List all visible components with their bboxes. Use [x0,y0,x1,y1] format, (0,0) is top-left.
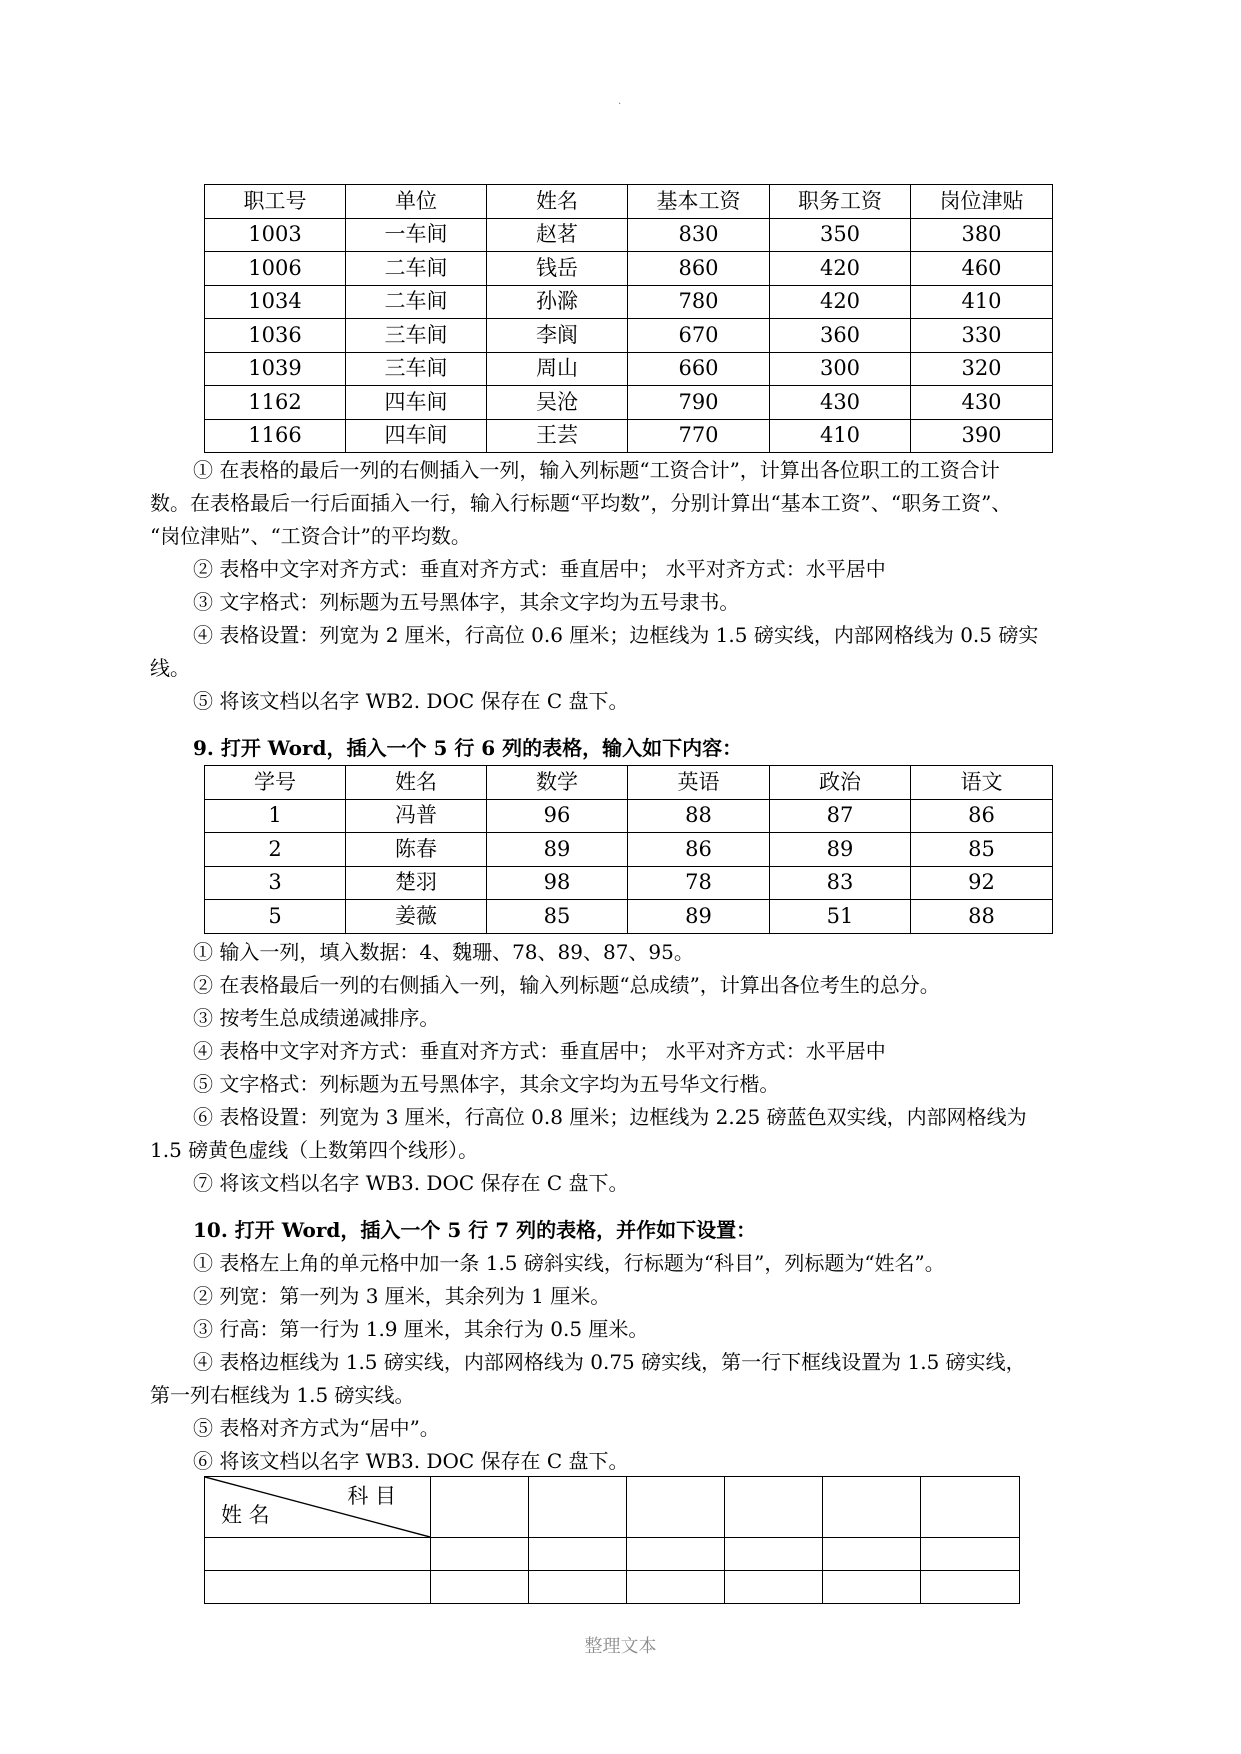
s10-item2: ② 列宽：第一列为 3 厘米，其余列为 1 厘米。 [193,1284,611,1308]
s8-item5: ⑤ 将该文档以名字 WB2. DOC 保存在 C 盘下。 [193,689,629,713]
table-cell: 楚羽 [346,866,487,900]
column-header: 数学 [487,766,628,800]
table-cell: 冯普 [346,799,487,833]
table-row [205,252,1053,286]
blank-cell [823,1571,921,1604]
table-cell: 460 [911,252,1053,286]
header-dot: . [618,96,622,107]
table-cell: 660 [628,352,770,386]
table-cell: 770 [628,419,770,453]
blank-table [204,1476,1020,1604]
table-cell: 二车间 [346,285,487,319]
blank-cell [725,1538,823,1571]
table-row [205,900,1053,934]
score-table [204,765,1053,934]
table-cell: 二车间 [346,252,487,286]
s10-item3: ③ 行高：第一行为 1.9 厘米，其余行为 0.5 厘米。 [193,1317,649,1341]
table-cell: 姜薇 [346,900,487,934]
column-header: 职务工资 [770,185,911,219]
table-cell: 吴沧 [487,386,628,420]
table-cell: 2 [205,833,346,867]
blank-cell [529,1477,627,1538]
column-header: 语文 [911,766,1053,800]
table-cell: 李阆 [487,319,628,353]
s8-item2: ② 表格中文字对齐方式：垂直对齐方式：垂直居中； 水平对齐方式：水平居中 [193,557,886,581]
table-row [205,319,1053,353]
s10-item6: ⑥ 将该文档以名字 WB3. DOC 保存在 C 盘下。 [193,1449,629,1473]
column-header: 岗位津贴 [911,185,1053,219]
table-cell: 3 [205,866,346,900]
table-cell: 周山 [487,352,628,386]
column-header: 单位 [346,185,487,219]
table-cell: 1036 [205,319,346,353]
table-cell: 420 [770,252,911,286]
table-cell: 1039 [205,352,346,386]
table-cell: 陈春 [346,833,487,867]
table-cell: 350 [770,218,911,252]
column-header: 姓名 [487,185,628,219]
table-cell: 390 [911,419,1053,453]
column-header: 政治 [770,766,911,800]
table-cell: 830 [628,218,770,252]
table-cell: 51 [770,900,911,934]
salary-table [204,184,1053,453]
blank-cell [725,1477,823,1538]
table-cell: 330 [911,319,1053,353]
column-header: 学号 [205,766,346,800]
blank-cell [205,1538,431,1571]
table-cell: 320 [911,352,1053,386]
blank-cell [431,1538,529,1571]
table-cell: 410 [770,419,911,453]
column-header: 职工号 [205,185,346,219]
table-cell: 380 [911,218,1053,252]
s8-item1-line2: 数。在表格最后一行后面插入一行，输入行标题“平均数”，分别计算出“基本工资”、“职务工资”、 [150,491,1012,515]
table-row [205,218,1053,252]
column-header: 英语 [628,766,770,800]
table-row [205,386,1053,420]
diag-subject-label: 科 目 [347,1484,396,1508]
column-header: 姓名 [346,766,487,800]
blank-cell [823,1477,921,1538]
s10-item1: ① 表格左上角的单元格中加一条 1.5 磅斜实线，行标题为“科目”，列标题为“姓名”。 [193,1251,945,1275]
s10-heading: 10. 打开 Word，插入一个 5 行 7 列的表格，并作如下设置： [193,1218,757,1242]
table-cell: 1003 [205,218,346,252]
s8-item1-line3: “岗位津贴”、“工资合计”的平均数。 [150,524,471,548]
table-cell: 78 [628,866,770,900]
table-cell: 430 [770,386,911,420]
table-cell: 86 [628,833,770,867]
s10-item4-line2: 第一列右框线为 1.5 磅实线。 [150,1383,415,1407]
table-cell: 1 [205,799,346,833]
blank-cell [529,1571,627,1604]
table-cell: 410 [911,285,1053,319]
table-cell: 85 [487,900,628,934]
table-cell: 420 [770,285,911,319]
table-header-row [205,766,1053,800]
table-cell: 92 [911,866,1053,900]
table-cell: 300 [770,352,911,386]
s9-item5: ⑤ 文字格式：列标题为五号黑体字，其余文字均为五号华文行楷。 [193,1072,780,1096]
table-cell: 89 [487,833,628,867]
table-cell: 98 [487,866,628,900]
blank-cell [627,1477,725,1538]
footer-text: 整理文本 [584,1636,657,1657]
s9-item6-line2: 1.5 磅黄色虚线（上数第四个线形）。 [150,1138,479,1162]
table-cell: 430 [911,386,1053,420]
s8-item3: ③ 文字格式：列标题为五号黑体字，其余文字均为五号隶书。 [193,590,740,614]
table-cell: 88 [911,900,1053,934]
s9-item1: ① 输入一列，填入数据：4、魏珊、78、89、87、95。 [193,940,694,964]
blank-cell [205,1571,431,1604]
table-row [205,419,1053,453]
blank-cell [921,1571,1020,1604]
s9-item4: ④ 表格中文字对齐方式：垂直对齐方式：垂直居中； 水平对齐方式：水平居中 [193,1039,886,1063]
s8-item4-line1: ④ 表格设置：列宽为 2 厘米，行高位 0.6 厘米；边框线为 1.5 磅实线，内部网格线为 0.5 磅实 [193,623,1039,647]
table-cell: 1034 [205,285,346,319]
table-cell: 1162 [205,386,346,420]
table-cell: 360 [770,319,911,353]
table-row [205,833,1053,867]
blank-cell [431,1477,529,1538]
table-cell: 钱岳 [487,252,628,286]
table-cell: 1166 [205,419,346,453]
table-cell: 86 [911,799,1053,833]
table-cell: 88 [628,799,770,833]
table-cell: 王芸 [487,419,628,453]
table-cell: 96 [487,799,628,833]
blank-cell [921,1477,1020,1538]
table-cell: 5 [205,900,346,934]
table-cell: 670 [628,319,770,353]
table-cell: 85 [911,833,1053,867]
table-cell: 780 [628,285,770,319]
s9-item7: ⑦ 将该文档以名字 WB3. DOC 保存在 C 盘下。 [193,1171,629,1195]
diag-name-label: 姓 名 [221,1502,270,1527]
blank-cell [431,1571,529,1604]
blank-cell [627,1571,725,1604]
s8-item1-line1: ① 在表格的最后一列的右侧插入一列，输入列标题“工资合计”，计算出各位职工的工资合计 [193,458,1000,482]
table-cell: 一车间 [346,218,487,252]
table-cell: 孙滁 [487,285,628,319]
table-cell: 四车间 [346,419,487,453]
table-header-row [205,185,1053,219]
s10-item4-line1: ④ 表格边框线为 1.5 磅实线，内部网格线为 0.75 磅实线，第一行下框线设置为 1.5 磅实线， [193,1350,1026,1374]
table-cell: 赵茗 [487,218,628,252]
blank-cell [823,1538,921,1571]
table-cell: 790 [628,386,770,420]
s8-item4-line2: 线。 [150,656,190,680]
s9-item6-line1: ⑥ 表格设置：列宽为 3 厘米，行高位 0.8 厘米；边框线为 2.25 磅蓝色双实线，内部网格线为 [193,1105,1027,1129]
table-cell: 三车间 [346,319,487,353]
table-cell: 860 [628,252,770,286]
table-row [205,866,1053,900]
blank-cell [725,1571,823,1604]
table-cell: 1006 [205,252,346,286]
s9-heading: 9. 打开 Word，插入一个 5 行 6 列的表格，输入如下内容： [193,736,743,760]
table-cell: 83 [770,866,911,900]
s9-item2: ② 在表格最后一列的右侧插入一列，输入列标题“总成绩”，计算出各位考生的总分。 [193,973,940,997]
table-cell: 四车间 [346,386,487,420]
s9-item3: ③ 按考生总成绩递减排序。 [193,1006,440,1030]
table-row [205,352,1053,386]
table-cell: 87 [770,799,911,833]
table-cell: 89 [770,833,911,867]
table-cell: 89 [628,900,770,934]
table-cell: 三车间 [346,352,487,386]
table-row [205,285,1053,319]
s10-item5: ⑤ 表格对齐方式为“居中”。 [193,1416,440,1440]
diagonal-header-cell [205,1477,431,1538]
blank-cell [529,1538,627,1571]
column-header: 基本工资 [628,185,770,219]
blank-cell [921,1538,1020,1571]
blank-cell [627,1538,725,1571]
table-row [205,799,1053,833]
